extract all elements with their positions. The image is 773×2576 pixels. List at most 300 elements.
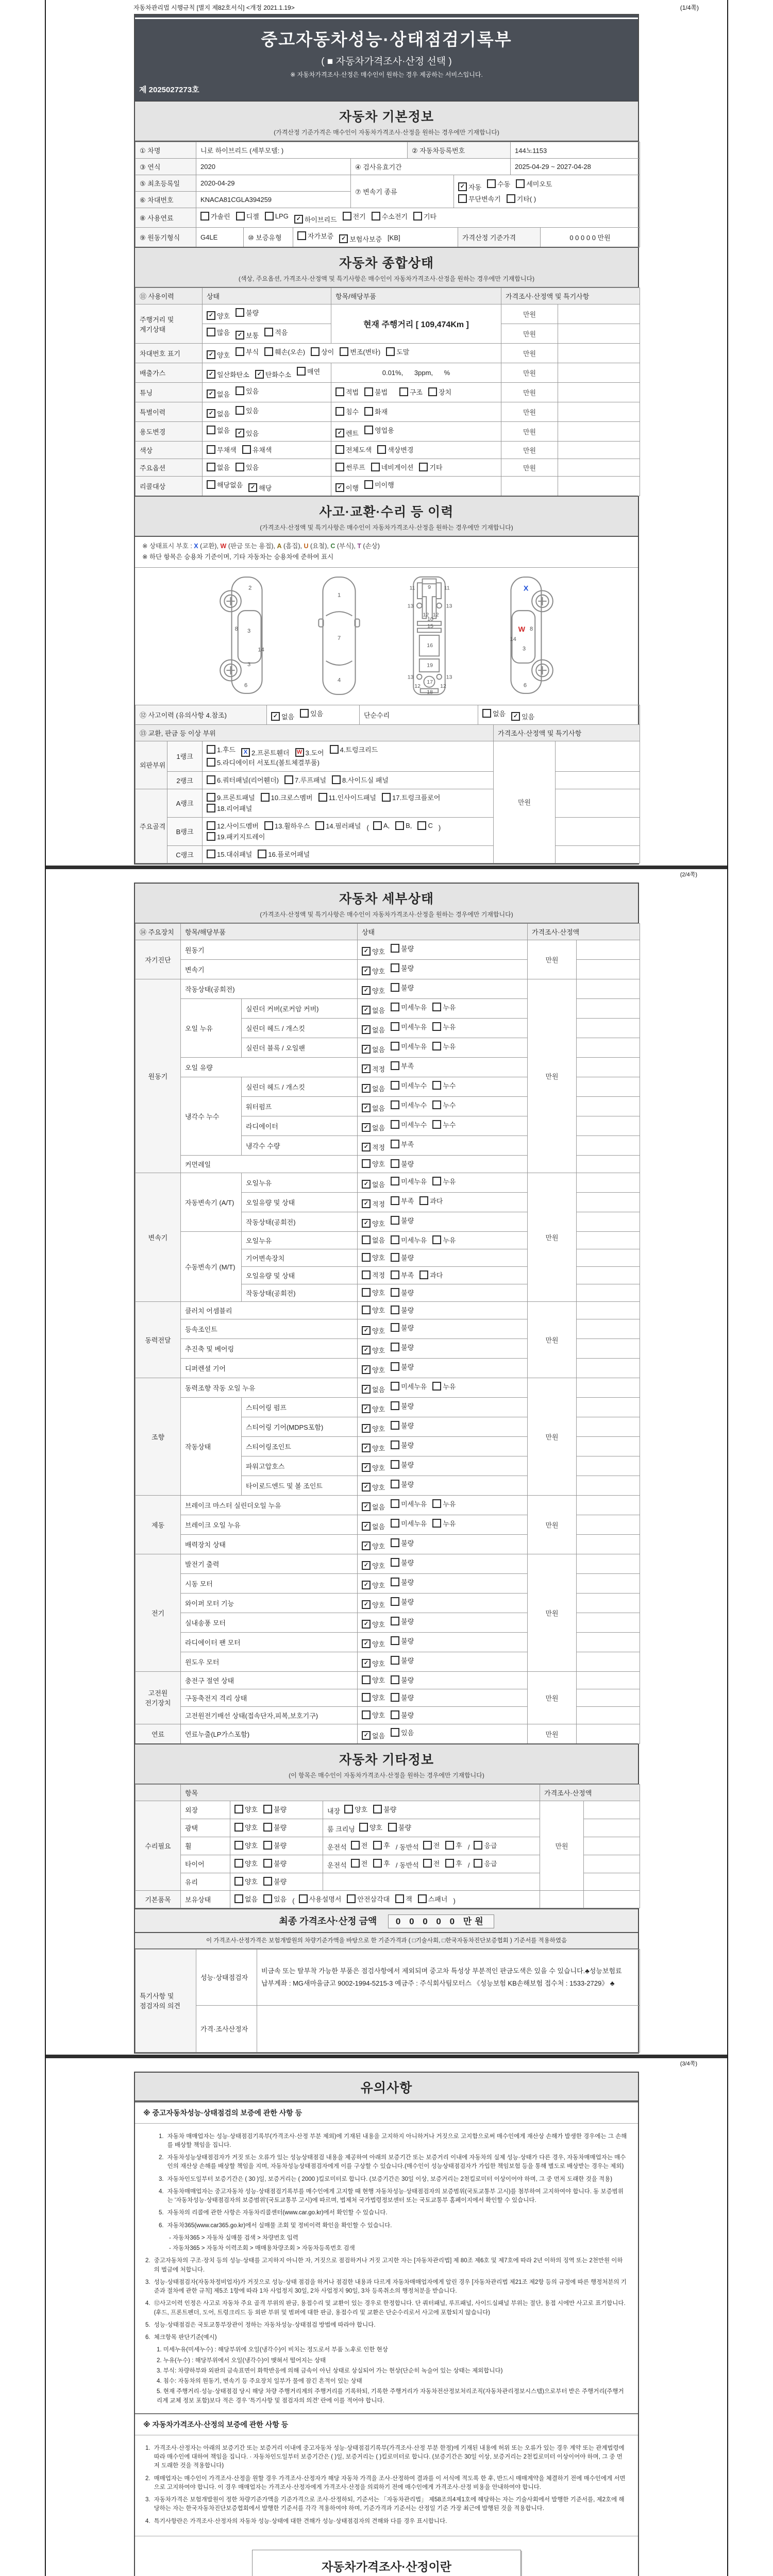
checkbox-option[interactable]: ✓ 보통 [236,330,259,340]
checkbox-option[interactable]: ✓ 없음 [207,409,230,418]
checkbox-option[interactable]: ✓ 양호 [362,1218,385,1228]
checkbox[interactable] [207,745,215,754]
checkbox[interactable] [207,426,215,434]
checkbox[interactable] [391,1177,399,1185]
checkbox[interactable] [391,1196,399,1205]
checkbox-option[interactable]: LPG [265,212,289,221]
checkbox[interactable] [265,212,274,221]
checkbox-option[interactable]: ✓ 없음 [362,1731,385,1740]
checkbox[interactable] [432,1235,441,1244]
checkbox[interactable] [391,1710,399,1719]
checkbox-option[interactable]: 8.사이드실 패널 [332,775,389,785]
checkbox-option[interactable]: 7.루프패널 [284,775,326,785]
checkbox[interactable] [207,850,215,858]
checkbox[interactable] [382,793,391,802]
checkbox[interactable] [423,1859,432,1868]
checkbox-option[interactable]: 불량 [391,1655,414,1665]
checkbox[interactable]: ✓ [236,429,244,437]
checkbox[interactable] [432,1081,441,1090]
checkbox[interactable] [258,850,266,858]
checkbox[interactable] [395,821,404,830]
checkbox[interactable] [432,1120,441,1129]
checkbox[interactable] [377,445,386,454]
checkbox-option[interactable]: 9.프론트패널 [207,792,255,802]
checkbox-option[interactable]: 상이 [311,347,334,357]
checkbox[interactable] [391,1480,399,1488]
checkbox-option[interactable]: 불량 [263,1876,287,1886]
checkbox[interactable] [340,347,348,356]
checkbox[interactable] [391,944,399,953]
checkbox[interactable] [207,821,215,830]
checkbox-option[interactable]: 화재 [364,406,388,416]
checkbox[interactable] [207,445,215,454]
checkbox-option[interactable]: 불량 [391,1710,414,1720]
checkbox-option[interactable]: 응급 [474,1840,497,1850]
checkbox-option[interactable]: 없음 [234,1894,258,1904]
checkbox[interactable]: ✓ [362,1659,371,1668]
checkbox[interactable] [432,1100,441,1109]
checkbox-option[interactable]: 불량 [391,1460,414,1469]
checkbox-option[interactable]: 부족 [391,1196,414,1206]
checkbox[interactable]: ✓ [271,712,280,721]
checkbox-option[interactable]: ✓ 양호 [362,1658,385,1668]
checkbox-option[interactable]: ✓ 적정 [362,1064,385,1074]
checkbox[interactable]: ✓ [362,1561,371,1570]
checkbox-option[interactable]: 부족 [391,1139,414,1149]
checkbox[interactable] [474,1859,482,1868]
checkbox-option[interactable]: ✓ 없음 [362,1384,385,1394]
checkbox[interactable]: ✓ [362,1404,371,1413]
checkbox-option[interactable]: 불량 [391,1538,414,1548]
checkbox[interactable]: ✓ [362,986,371,995]
checkbox[interactable] [391,1022,399,1031]
checkbox-option[interactable]: ✓ 양호 [362,1365,385,1375]
checkbox-option[interactable]: 전기 [343,211,366,221]
checkbox[interactable] [391,1382,399,1391]
checkbox-option[interactable]: 19.패키지트레이 [207,832,265,841]
checkbox[interactable] [236,406,244,415]
checkbox[interactable] [371,463,380,471]
checkbox-option[interactable]: 부족 [391,1061,414,1071]
checkbox-option[interactable]: ✓ 없음 [362,1123,385,1132]
checkbox[interactable] [391,1323,399,1332]
checkbox[interactable] [347,1894,356,1903]
checkbox[interactable]: ✓ [339,234,348,243]
checkbox[interactable] [391,1693,399,1702]
checkbox-option[interactable]: 불량 [263,1858,287,1868]
checkbox-option[interactable]: 후 [373,1858,390,1868]
checkbox[interactable]: X [241,748,250,757]
checkbox[interactable]: ✓ [362,1123,371,1132]
checkbox[interactable] [391,983,399,992]
checkbox[interactable]: ✓ [362,1463,371,1472]
checkbox-option[interactable]: 후 [373,1840,390,1850]
checkbox[interactable] [207,758,215,767]
checkbox-option[interactable]: ✓ 없음 [362,1044,385,1054]
checkbox[interactable] [284,775,293,784]
checkbox-option[interactable]: 5.라디에이터 서포트(볼트체결부품) [207,757,320,767]
checkbox[interactable] [391,1081,399,1090]
checkbox[interactable]: ✓ [362,1025,371,1034]
checkbox-option[interactable]: 누유 [432,1176,456,1186]
checkbox-option[interactable]: 후 [445,1840,462,1850]
checkbox-option[interactable]: 불량 [391,1252,414,1262]
checkbox-option[interactable]: W 3.도어 [295,748,324,757]
checkbox-option[interactable]: 유채색 [242,445,272,454]
checkbox-option[interactable]: 미세누유 [391,1518,427,1528]
checkbox-option[interactable]: ✓ 양호 [362,1345,385,1355]
checkbox[interactable] [207,804,215,812]
checkbox-option[interactable]: ✓ 양호 [362,1463,385,1472]
checkbox-option[interactable]: ✓ 있음 [236,428,259,438]
checkbox-option[interactable]: 자가보증 [297,231,333,241]
checkbox-option[interactable]: 미세누유 [391,1499,427,1509]
checkbox-option[interactable]: 스패너 [418,1894,448,1904]
checkbox-option[interactable]: 썬루프 [335,462,365,472]
checkbox[interactable] [362,1253,371,1262]
checkbox-option[interactable]: 미세누수 [391,1120,427,1129]
checkbox[interactable]: ✓ [362,1084,371,1093]
checkbox[interactable] [234,1823,243,1832]
checkbox-option[interactable]: 누수 [432,1080,456,1090]
checkbox[interactable] [373,821,382,830]
checkbox[interactable] [395,1894,404,1903]
checkbox[interactable] [300,709,309,718]
checkbox[interactable]: ✓ [207,350,215,359]
checkbox[interactable] [362,1288,371,1297]
checkbox[interactable] [399,387,408,396]
checkbox-option[interactable]: 부식 [236,347,259,357]
checkbox[interactable] [487,179,496,188]
checkbox-option[interactable]: 양호 [359,1822,382,1832]
checkbox-option[interactable]: 불량 [391,1636,414,1646]
checkbox[interactable] [332,775,341,784]
checkbox-option[interactable]: 누유 [432,1041,456,1051]
checkbox[interactable]: ✓ [362,1143,371,1151]
checkbox[interactable] [391,1120,399,1129]
checkbox-option[interactable]: 10.크로스멤버 [261,792,313,802]
checkbox[interactable] [315,821,324,830]
checkbox[interactable] [372,212,380,221]
checkbox-option[interactable]: 미세누유 [391,1235,427,1245]
checkbox[interactable]: ✓ [207,370,215,379]
checkbox-option[interactable]: 16.플로어패널 [258,849,310,859]
checkbox-option[interactable]: 없음 [482,708,506,718]
checkbox-option[interactable]: 전 [351,1840,368,1850]
checkbox[interactable]: ✓ [362,1522,371,1531]
checkbox-option[interactable]: 불량 [391,1287,414,1297]
checkbox[interactable]: ✓ [236,331,244,340]
checkbox-option[interactable]: ✓ 없음 [362,1179,385,1189]
checkbox[interactable]: ✓ [362,1219,371,1228]
checkbox[interactable]: ✓ [458,182,467,191]
checkbox-option[interactable]: 세미오토 [516,179,552,189]
checkbox[interactable] [386,347,395,356]
checkbox[interactable] [364,426,373,434]
checkbox-option[interactable]: 불량 [263,1840,287,1850]
checkbox[interactable]: ✓ [362,1180,371,1189]
checkbox[interactable] [364,407,373,416]
checkbox[interactable] [362,1710,371,1719]
checkbox-option[interactable]: ✓ 양호 [362,1561,385,1570]
checkbox-option[interactable]: ✓ 이행 [335,483,359,493]
checkbox[interactable] [391,1042,399,1050]
checkbox[interactable] [263,1877,272,1886]
checkbox[interactable]: ✓ [511,712,520,721]
checkbox-option[interactable]: ✓ 탄화수소 [255,369,291,379]
checkbox-option[interactable]: 미세누유 [391,1002,427,1012]
checkbox[interactable] [391,1270,399,1279]
checkbox-option[interactable]: ✓ 양호 [362,1541,385,1551]
checkbox[interactable] [391,1636,399,1645]
checkbox[interactable] [391,1003,399,1011]
checkbox-option[interactable]: 양호 [234,1822,258,1832]
checkbox[interactable]: ✓ [362,1045,371,1054]
checkbox-option[interactable]: 기타 [419,462,442,472]
checkbox[interactable] [297,231,306,240]
checkbox-option[interactable]: 미세누유 [391,1022,427,1031]
checkbox[interactable] [234,1859,243,1868]
checkbox-option[interactable]: 전 [423,1840,440,1850]
checkbox-option[interactable]: 있음 [236,405,259,415]
checkbox-option[interactable]: 사용설명서 [299,1894,342,1904]
checkbox-option[interactable]: ✓ 보험사보증 [339,234,382,244]
checkbox[interactable] [236,212,245,221]
checkbox[interactable] [264,328,273,336]
checkbox[interactable]: ✓ [335,483,344,492]
checkbox[interactable] [236,386,244,395]
checkbox-option[interactable]: 구조 [399,387,423,397]
checkbox-option[interactable]: 색상변경 [377,445,413,454]
checkbox[interactable]: ✓ [207,409,215,418]
checkbox[interactable] [423,1841,432,1850]
checkbox[interactable] [263,1823,272,1832]
checkbox-option[interactable]: 있음 [236,386,259,396]
checkbox-option[interactable]: 잭 [395,1894,412,1904]
checkbox-option[interactable]: ✓ 양호 [362,1580,385,1590]
checkbox-option[interactable]: 불량 [391,963,414,973]
checkbox[interactable] [364,480,373,489]
checkbox[interactable] [362,1235,371,1244]
checkbox[interactable] [391,1519,399,1528]
checkbox-option[interactable]: 불량 [391,1675,414,1685]
checkbox[interactable] [391,1460,399,1469]
checkbox-option[interactable]: A, [373,821,390,830]
checkbox[interactable] [516,179,525,188]
checkbox[interactable]: ✓ [362,947,371,956]
checkbox-option[interactable]: 17.트렁크플로어 [382,792,440,802]
checkbox[interactable] [234,1805,243,1814]
checkbox[interactable]: ✓ [362,1639,371,1648]
checkbox[interactable] [432,1022,441,1031]
checkbox-option[interactable]: ✓ 없음 [362,1521,385,1531]
checkbox-option[interactable]: X 2.프론트휀더 [241,748,290,757]
checkbox-option[interactable]: 적음 [264,327,288,337]
checkbox-option[interactable]: 불량 [391,1362,414,1371]
checkbox-option[interactable]: 적법 [335,387,359,397]
checkbox[interactable] [351,1841,360,1850]
checkbox[interactable] [391,1440,399,1449]
checkbox-option[interactable]: 미세누수 [391,1100,427,1110]
checkbox-option[interactable]: 양호 [362,1305,385,1315]
checkbox-option[interactable]: 불량 [236,308,259,317]
checkbox-option[interactable]: ✓ 양호 [362,986,385,995]
checkbox[interactable] [343,212,351,221]
checkbox-option[interactable]: 13.휠하우스 [264,821,310,831]
checkbox-option[interactable]: 미세누유 [391,1041,427,1051]
checkbox-option[interactable]: 미세누유 [391,1176,427,1186]
checkbox-option[interactable]: ✓ 렌트 [335,428,359,438]
checkbox-option[interactable]: 가솔린 [200,211,230,221]
checkbox[interactable] [391,1578,399,1586]
checkbox-option[interactable]: 과다 [419,1270,443,1280]
checkbox-option[interactable]: 무채색 [207,445,237,454]
checkbox-option[interactable]: ✓ 없음 [207,389,230,399]
checkbox[interactable] [432,1003,441,1011]
checkbox-option[interactable]: ✓ 없음 [362,1103,385,1113]
checkbox[interactable] [419,1196,428,1205]
checkbox-option[interactable]: 장치 [428,387,451,397]
checkbox-option[interactable]: 불량 [391,1323,414,1332]
checkbox[interactable] [388,1823,397,1832]
checkbox-option[interactable]: 없음 [362,1235,385,1245]
checkbox-option[interactable]: 누유 [432,1499,456,1509]
checkbox-option[interactable]: 누유 [432,1022,456,1031]
checkbox[interactable] [207,480,215,489]
checkbox-option[interactable]: 4.트렁크리드 [330,744,378,754]
checkbox-option[interactable]: 변조(변타) [340,347,380,357]
checkbox-option[interactable]: 기타( ) [507,194,536,204]
checkbox-option[interactable]: 15.대쉬패널 [207,849,252,859]
checkbox[interactable] [391,1656,399,1665]
checkbox-option[interactable]: 불량 [391,982,414,992]
checkbox[interactable] [207,832,215,841]
checkbox-option[interactable]: ✓ 양호 [362,966,385,976]
checkbox[interactable] [335,445,344,454]
checkbox-option[interactable]: ✓ 양호 [362,1326,385,1335]
checkbox-option[interactable]: 양호 [344,1804,367,1814]
checkbox-option[interactable]: ✓ 하이브리드 [294,214,337,224]
checkbox[interactable] [445,1841,454,1850]
checkbox-option[interactable]: 있음 [263,1894,287,1904]
checkbox-option[interactable]: ✓ 없음 [362,1502,385,1512]
checkbox-option[interactable]: 불량 [391,1577,414,1587]
checkbox[interactable] [391,1235,399,1244]
checkbox[interactable] [391,1617,399,1625]
checkbox-option[interactable]: 양호 [234,1804,258,1814]
checkbox[interactable] [391,1421,399,1430]
checkbox-option[interactable]: 불량 [391,1597,414,1606]
checkbox[interactable]: ✓ [362,1502,371,1511]
checkbox[interactable] [413,212,422,221]
checkbox-option[interactable]: 불량 [391,1557,414,1567]
checkbox-option[interactable]: ✓ 양호 [362,1639,385,1649]
checkbox-option[interactable]: C [417,821,432,830]
checkbox[interactable] [391,1216,399,1225]
checkbox-option[interactable]: 불량 [391,1401,414,1411]
checkbox-option[interactable]: ✓ 양호 [362,1443,385,1453]
checkbox-option[interactable]: 전 [423,1858,440,1868]
checkbox[interactable] [507,194,515,203]
checkbox[interactable] [264,347,273,356]
checkbox-option[interactable]: ✓ 양호 [362,1482,385,1492]
checkbox-option[interactable]: 매연 [297,366,320,376]
checkbox[interactable] [391,1159,399,1168]
checkbox[interactable]: ✓ [362,1104,371,1112]
checkbox[interactable]: ✓ [362,1064,371,1073]
checkbox[interactable] [242,445,251,454]
checkbox-option[interactable]: ✓ 적정 [362,1142,385,1152]
checkbox-option[interactable]: 불량 [391,1692,414,1702]
checkbox-option[interactable]: 있음 [391,1727,414,1737]
checkbox-option[interactable]: 무단변속기 [458,194,501,204]
checkbox-option[interactable]: 디젤 [236,211,259,221]
checkbox[interactable] [391,1288,399,1297]
checkbox-option[interactable]: 불량 [391,1159,414,1168]
checkbox-option[interactable]: 양호 [234,1876,258,1886]
checkbox[interactable]: ✓ [362,1581,371,1589]
checkbox-option[interactable]: 있음 [300,708,323,718]
checkbox-option[interactable]: ✓ 양호 [362,1423,385,1433]
checkbox-option[interactable]: 14.필러패널 [315,821,361,831]
checkbox-option[interactable]: 누유 [432,1002,456,1012]
checkbox[interactable] [419,463,428,471]
checkbox[interactable] [362,1306,371,1314]
checkbox-option[interactable]: ✓ 양호 [362,946,385,956]
checkbox[interactable] [428,387,437,396]
checkbox[interactable] [362,1675,371,1684]
checkbox[interactable] [207,463,215,471]
checkbox[interactable] [318,793,327,802]
checkbox[interactable] [236,463,244,471]
checkbox-option[interactable]: 불량 [391,1440,414,1450]
checkbox[interactable] [359,1823,368,1832]
checkbox-option[interactable]: 침수 [335,406,359,416]
checkbox-option[interactable]: 응급 [474,1858,497,1868]
checkbox-option[interactable]: 도말 [386,347,409,357]
checkbox[interactable] [417,821,426,830]
checkbox-option[interactable]: 불량 [391,1479,414,1489]
checkbox[interactable] [391,1558,399,1567]
checkbox-option[interactable]: ✓ 양호 [362,1600,385,1609]
checkbox[interactable] [391,1538,399,1547]
checkbox[interactable]: ✓ [294,215,303,224]
checkbox[interactable] [432,1042,441,1050]
checkbox-option[interactable]: 전 [351,1858,368,1868]
checkbox-option[interactable]: ✓ 없음 [362,1083,385,1093]
checkbox[interactable] [351,1859,360,1868]
checkbox[interactable]: ✓ [362,1483,371,1492]
checkbox-option[interactable]: 안전삼각대 [347,1894,390,1904]
checkbox-option[interactable]: 적정 [362,1270,385,1280]
checkbox[interactable] [373,1841,382,1850]
checkbox-option[interactable]: 불법 [364,387,388,397]
checkbox[interactable]: ✓ [362,1346,371,1354]
checkbox-option[interactable]: 과다 [419,1196,443,1206]
checkbox[interactable] [207,775,215,784]
checkbox[interactable] [373,1859,382,1868]
checkbox-option[interactable]: 불량 [373,1804,396,1814]
checkbox[interactable] [234,1894,243,1903]
checkbox[interactable] [330,745,339,754]
checkbox-option[interactable]: 불량 [263,1804,287,1814]
checkbox-option[interactable]: 양호 [362,1252,385,1262]
checkbox-option[interactable]: ✓ 양호 [362,1619,385,1629]
checkbox[interactable] [391,963,399,972]
checkbox[interactable]: ✓ [362,1006,371,1014]
checkbox-option[interactable]: 미세누수 [391,1080,427,1090]
checkbox[interactable] [432,1519,441,1528]
